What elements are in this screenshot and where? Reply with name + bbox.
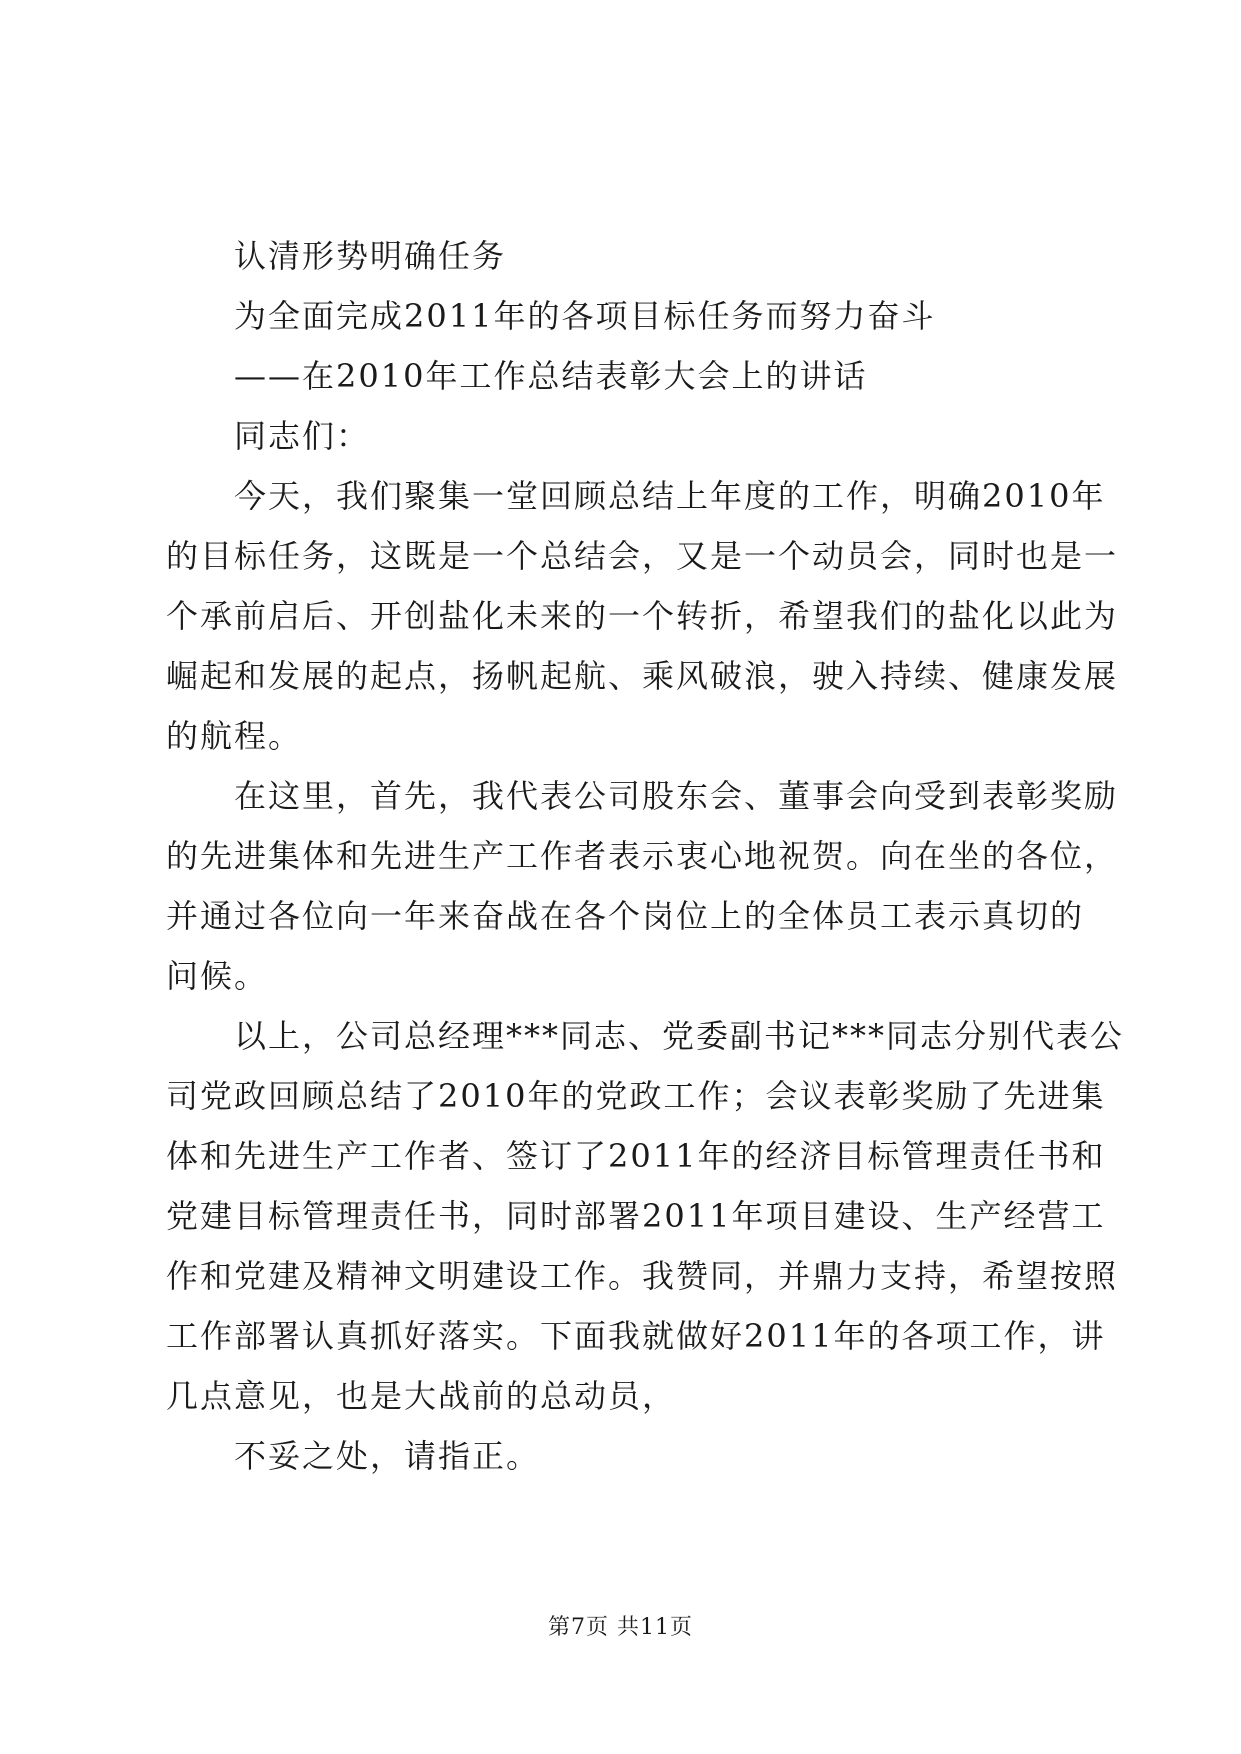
paragraph-line: 今天，我们聚集一堂回顾总结上年度的工作，明确2010年 bbox=[234, 477, 1106, 515]
paragraph-line: 不妥之处，请指正。 bbox=[234, 1437, 541, 1475]
paragraph-line: 党建目标管理责任书，同时部署2011年项目建设、生产经营工 bbox=[166, 1197, 1106, 1235]
document-body bbox=[166, 226, 1125, 1486]
paragraph-line: 的目标任务，这既是一个总结会，又是一个动员会，同时也是一 bbox=[166, 537, 1119, 575]
paragraph-line: 问候。 bbox=[166, 957, 269, 995]
paragraph-line: 几点意见，也是大战前的总动员， bbox=[166, 1377, 677, 1415]
paragraph-line: 工作部署认真抓好落实。下面我就做好2011年的各项工作，讲 bbox=[166, 1317, 1106, 1355]
paragraph-line: 并通过各位向一年来奋战在各个岗位上的全体员工表示真切的 bbox=[166, 897, 1085, 935]
paragraph-2 bbox=[166, 766, 1119, 1006]
paragraph-line: 作和党建及精神文明建设工作。我赞同，并鼎力支持，希望按照 bbox=[166, 1257, 1119, 1295]
page-number-footer: 第7页 共11页 bbox=[548, 1615, 693, 1640]
paragraph-line: 司党政回顾总结了2010年的党政工作；会议表彰奖励了先进集 bbox=[166, 1077, 1106, 1115]
paragraph-line: 以上，公司总经理***同志、党委副书记***同志分别代表公 bbox=[234, 1017, 1125, 1055]
paragraph-line: 崛起和发展的起点，扬帆起航、乘风破浪，驶入持续、健康发展 bbox=[166, 657, 1119, 695]
title-line-2: 为全面完成2011年的各项目标任务而努力奋斗 bbox=[234, 297, 936, 335]
paragraph-1 bbox=[166, 466, 1119, 766]
paragraph-3 bbox=[166, 1006, 1125, 1426]
salutation: 同志们： bbox=[234, 417, 371, 455]
paragraph-line: 的先进集体和先进生产工作者表示衷心地祝贺。向在坐的各位， bbox=[166, 837, 1119, 875]
paragraph-line: 体和先进生产工作者、签订了2011年的经济目标管理责任书和 bbox=[166, 1137, 1106, 1175]
subtitle-line: ——在2010年工作总结表彰大会上的讲话 bbox=[234, 357, 868, 395]
paragraph-line: 个承前启后、开创盐化未来的一个转折，希望我们的盐化以此为 bbox=[166, 597, 1119, 635]
title-line-1: 认清形势明确任务 bbox=[234, 237, 507, 275]
paragraph-line: 的航程。 bbox=[166, 717, 303, 755]
paragraph-4 bbox=[166, 1426, 1086, 1486]
paragraph-line: 在这里，首先，我代表公司股东会、董事会向受到表彰奖励 bbox=[234, 777, 1119, 815]
